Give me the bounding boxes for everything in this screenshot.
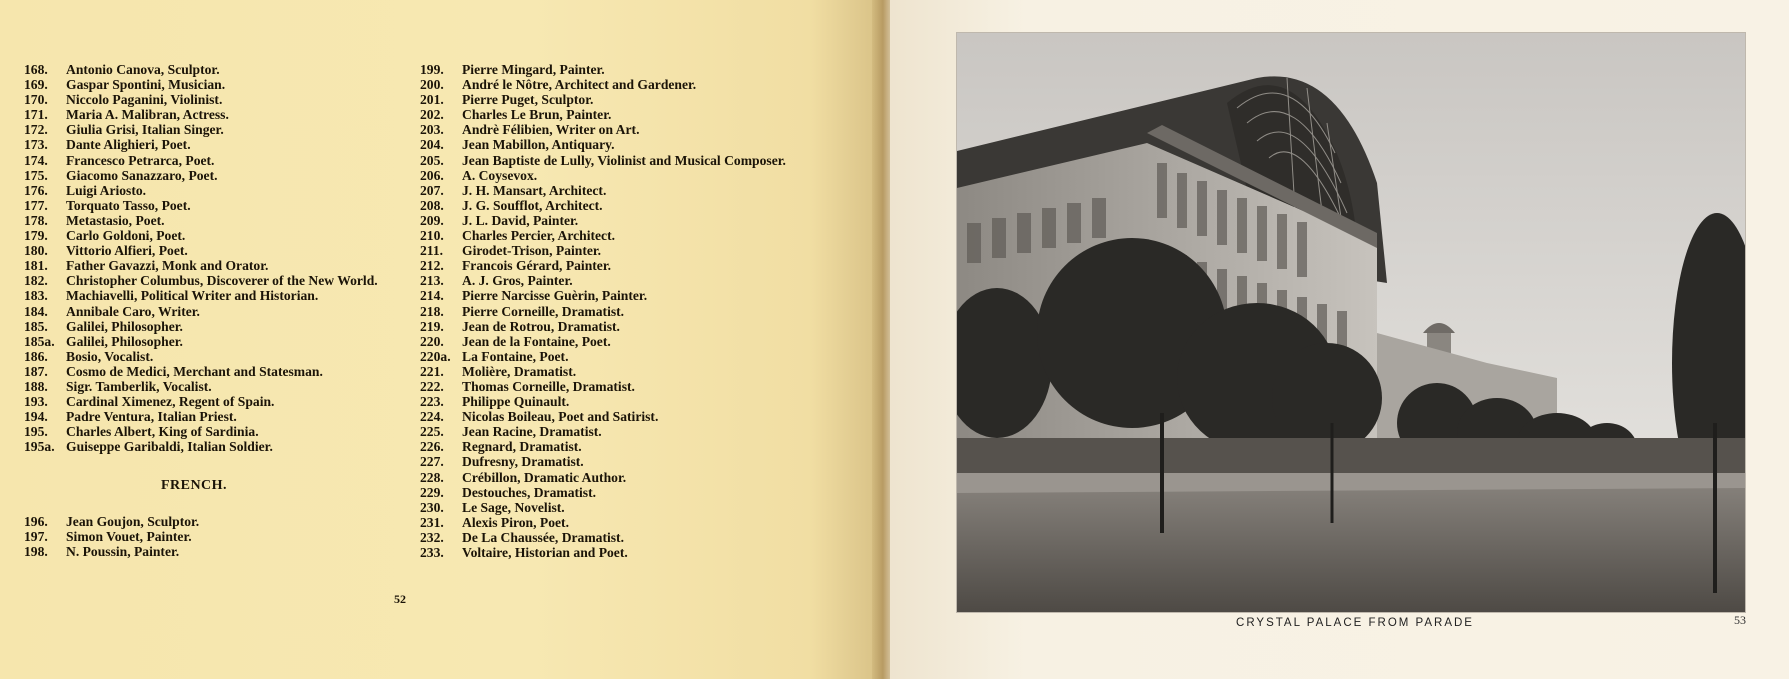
entry-number: 211. bbox=[420, 243, 444, 259]
entry-number: 194. bbox=[24, 409, 48, 425]
entry-text: Jean Racine, Dramatist. bbox=[462, 424, 602, 440]
list-item bbox=[420, 273, 820, 288]
list-item bbox=[24, 77, 394, 92]
entry-text: Luigi Ariosto. bbox=[66, 182, 147, 198]
entry-number: 205. bbox=[420, 152, 444, 168]
entry-number: 195a. bbox=[24, 439, 55, 455]
page-number-right: 53 bbox=[1734, 613, 1746, 627]
entry-number: 180. bbox=[24, 243, 48, 259]
list-item bbox=[24, 319, 394, 334]
entry-number: 174. bbox=[24, 152, 48, 168]
entry-text: Sigr. Tamberlik, Vocalist. bbox=[66, 378, 212, 394]
list-item bbox=[420, 439, 820, 454]
entry-text: Vittorio Alfieri, Poet. bbox=[66, 243, 188, 259]
list-item bbox=[420, 530, 820, 545]
section-heading-french: FRENCH. bbox=[160, 478, 228, 494]
entry-number: 200. bbox=[420, 77, 444, 93]
list-item bbox=[24, 153, 394, 168]
entry-number: 176. bbox=[24, 182, 48, 198]
list-item bbox=[24, 228, 394, 243]
french-entries bbox=[24, 514, 394, 559]
entry-text: Torquato Tasso, Poet. bbox=[66, 197, 191, 213]
entry-number: 175. bbox=[24, 167, 48, 183]
entry-number: 203. bbox=[420, 122, 444, 138]
photo-caption: CRYSTAL PALACE FROM PARADE bbox=[1236, 617, 1474, 629]
entry-number: 178. bbox=[24, 212, 48, 228]
entry-number: 185a. bbox=[24, 333, 55, 349]
list-item bbox=[420, 62, 820, 77]
list-item bbox=[420, 334, 820, 349]
entry-text: Niccolo Paganini, Violinist. bbox=[66, 92, 223, 108]
list-item bbox=[420, 92, 820, 107]
entry-number: 173. bbox=[24, 137, 48, 153]
entry-number: 204. bbox=[420, 137, 444, 153]
list-item bbox=[420, 545, 820, 560]
list-item bbox=[420, 168, 820, 183]
entry-number: 221. bbox=[420, 363, 444, 379]
list-item bbox=[24, 62, 394, 77]
entry-text: Christopher Columbus, Discoverer of the New World. bbox=[66, 273, 378, 289]
list-item bbox=[24, 198, 394, 213]
entry-text: Dante Alighieri, Poet. bbox=[66, 137, 191, 153]
list-item bbox=[420, 153, 820, 168]
list-item bbox=[420, 288, 820, 303]
entry-text: Jean Baptiste de Lully, Violinist and Musical Composer. bbox=[462, 152, 786, 168]
list-item bbox=[24, 439, 394, 454]
entry-text: Philippe Quinault. bbox=[462, 394, 570, 410]
entry-number: 170. bbox=[24, 92, 48, 108]
entry-text: Simon Vouet, Painter. bbox=[66, 528, 192, 544]
page-number-left: 52 bbox=[394, 592, 406, 606]
entry-text: Jean Goujon, Sculptor. bbox=[66, 513, 200, 529]
entry-number: 182. bbox=[24, 273, 48, 289]
list-item bbox=[24, 243, 394, 258]
french-entries-continued bbox=[420, 62, 820, 560]
entry-text: J. G. Soufflot, Architect. bbox=[462, 197, 603, 213]
entry-number: 169. bbox=[24, 77, 48, 93]
entry-number: 177. bbox=[24, 197, 48, 213]
entry-number: 231. bbox=[420, 514, 444, 530]
entry-text: J. H. Mansart, Architect. bbox=[462, 182, 607, 198]
list-item bbox=[420, 319, 820, 334]
list-item bbox=[420, 424, 820, 439]
entry-text: Jean de Rotrou, Dramatist. bbox=[462, 318, 620, 334]
entry-number: 220a. bbox=[420, 348, 451, 364]
entry-number: 183. bbox=[24, 288, 48, 304]
entry-number: 219. bbox=[420, 318, 444, 334]
entry-number: 187. bbox=[24, 363, 48, 379]
entry-number: 213. bbox=[420, 273, 444, 289]
list-item bbox=[420, 364, 820, 379]
entry-number: 207. bbox=[420, 182, 444, 198]
entry-number: 209. bbox=[420, 212, 444, 228]
entry-number: 193. bbox=[24, 394, 48, 410]
entry-text: Giulia Grisi, Italian Singer. bbox=[66, 122, 224, 138]
list-item bbox=[420, 122, 820, 137]
entry-text: André le Nôtre, Architect and Gardener. bbox=[462, 77, 697, 93]
entry-text: Galilei, Philosopher. bbox=[66, 333, 183, 349]
entry-number: 184. bbox=[24, 303, 48, 319]
list-item bbox=[420, 258, 820, 273]
entry-text: Maria A. Malibran, Actress. bbox=[66, 107, 229, 123]
entry-number: 201. bbox=[420, 92, 444, 108]
list-item bbox=[24, 107, 394, 122]
list-item bbox=[420, 228, 820, 243]
entry-number: 171. bbox=[24, 107, 48, 123]
list-item bbox=[24, 349, 394, 364]
entry-number: 196. bbox=[24, 513, 48, 529]
entry-text: Padre Ventura, Italian Priest. bbox=[66, 409, 237, 425]
list-item bbox=[420, 454, 820, 469]
list-item bbox=[24, 364, 394, 379]
list-item bbox=[420, 500, 820, 515]
entry-text: Metastasio, Poet. bbox=[66, 212, 165, 228]
list-item bbox=[420, 470, 820, 485]
entry-number: 206. bbox=[420, 167, 444, 183]
list-item bbox=[24, 273, 394, 288]
entry-text: Nicolas Boileau, Poet and Satirist. bbox=[462, 409, 659, 425]
entry-number: 220. bbox=[420, 333, 444, 349]
entry-text: Guiseppe Garibaldi, Italian Soldier. bbox=[66, 439, 273, 455]
list-item bbox=[420, 213, 820, 228]
list-item bbox=[24, 122, 394, 137]
list-column-1 bbox=[24, 62, 394, 559]
entry-text: Le Sage, Novelist. bbox=[462, 499, 565, 515]
entry-text: Cosmo de Medici, Merchant and Statesman. bbox=[66, 363, 323, 379]
list-item bbox=[420, 515, 820, 530]
entry-number: 228. bbox=[420, 469, 444, 485]
entry-text: J. L. David, Painter. bbox=[462, 212, 579, 228]
entry-number: 172. bbox=[24, 122, 48, 138]
entry-number: 202. bbox=[420, 107, 444, 123]
list-item bbox=[24, 137, 394, 152]
list-item bbox=[24, 544, 394, 559]
entry-text: Francois Gérard, Painter. bbox=[462, 258, 611, 274]
entry-text: Pierre Mingard, Painter. bbox=[462, 62, 605, 77]
photo-illustration bbox=[957, 33, 1745, 612]
list-item bbox=[24, 409, 394, 424]
list-item bbox=[24, 304, 394, 319]
entry-number: 227. bbox=[420, 454, 444, 470]
entry-text: Voltaire, Historian and Poet. bbox=[462, 545, 628, 560]
list-item bbox=[24, 394, 394, 409]
entry-number: 208. bbox=[420, 197, 444, 213]
entry-text: Dufresny, Dramatist. bbox=[462, 454, 584, 470]
list-item bbox=[420, 77, 820, 92]
entry-text: Girodet-Trison, Painter. bbox=[462, 243, 602, 259]
list-item bbox=[24, 334, 394, 349]
list-item bbox=[24, 168, 394, 183]
entry-text: Charles Percier, Architect. bbox=[462, 228, 616, 244]
entry-text: A. Coysevox. bbox=[462, 167, 538, 183]
list-item bbox=[24, 213, 394, 228]
entry-number: 212. bbox=[420, 258, 444, 274]
entry-text: Andrè Félibien, Writer on Art. bbox=[462, 122, 640, 138]
entry-text: Thomas Corneille, Dramatist. bbox=[462, 378, 635, 394]
entry-text: Pierre Puget, Sculptor. bbox=[462, 92, 594, 108]
entry-text: De La Chaussée, Dramatist. bbox=[462, 529, 624, 545]
entry-text: Pierre Narcisse Guèrin, Painter. bbox=[462, 288, 648, 304]
entry-number: 214. bbox=[420, 288, 444, 304]
entry-text: Antonio Canova, Sculptor. bbox=[66, 62, 220, 77]
entry-number: 186. bbox=[24, 348, 48, 364]
list-item bbox=[420, 304, 820, 319]
entry-text: Francesco Petrarca, Poet. bbox=[66, 152, 215, 168]
entry-text: Molière, Dramatist. bbox=[462, 363, 577, 379]
entry-number: 185. bbox=[24, 318, 48, 334]
list-item bbox=[24, 258, 394, 273]
entry-number: 218. bbox=[420, 303, 444, 319]
entry-text: N. Poussin, Painter. bbox=[66, 543, 180, 559]
entry-text: A. J. Gros, Painter. bbox=[462, 273, 573, 289]
entry-number: 222. bbox=[420, 378, 444, 394]
list-item bbox=[24, 424, 394, 439]
entry-text: Crébillon, Dramatic Author. bbox=[462, 469, 627, 485]
entry-number: 195. bbox=[24, 424, 48, 440]
left-page bbox=[0, 0, 880, 679]
entry-text: Pierre Corneille, Dramatist. bbox=[462, 303, 625, 319]
italian-entries bbox=[24, 62, 394, 454]
entry-text: Charles Albert, King of Sardinia. bbox=[66, 424, 259, 440]
list-item bbox=[24, 183, 394, 198]
list-item bbox=[420, 243, 820, 258]
entry-number: 225. bbox=[420, 424, 444, 440]
entry-text: Alexis Piron, Poet. bbox=[462, 514, 569, 530]
list-item bbox=[420, 379, 820, 394]
entry-number: 181. bbox=[24, 258, 48, 274]
list-item bbox=[420, 137, 820, 152]
entry-text: Cardinal Ximenez, Regent of Spain. bbox=[66, 394, 275, 410]
entry-text: Carlo Goldoni, Poet. bbox=[66, 228, 186, 244]
list-item bbox=[420, 394, 820, 409]
entry-text: Father Gavazzi, Monk and Orator. bbox=[66, 258, 269, 274]
entry-number: 233. bbox=[420, 545, 444, 560]
entry-number: 230. bbox=[420, 499, 444, 515]
entry-number: 168. bbox=[24, 62, 48, 77]
list-item bbox=[420, 409, 820, 424]
entry-number: 199. bbox=[420, 62, 444, 77]
entry-text: Charles Le Brun, Painter. bbox=[462, 107, 612, 123]
entry-text: Annibale Caro, Writer. bbox=[66, 303, 200, 319]
entry-text: Bosio, Vocalist. bbox=[66, 348, 154, 364]
list-item bbox=[24, 379, 394, 394]
entry-text: Regnard, Dramatist. bbox=[462, 439, 582, 455]
list-item bbox=[24, 288, 394, 303]
photograph-crystal-palace bbox=[957, 33, 1745, 612]
entry-text: Machiavelli, Political Writer and Historian. bbox=[66, 288, 319, 304]
entry-number: 223. bbox=[420, 394, 444, 410]
entry-number: 229. bbox=[420, 484, 444, 500]
list-item bbox=[420, 107, 820, 122]
list-item bbox=[420, 183, 820, 198]
entry-text: Jean Mabillon, Antiquary. bbox=[462, 137, 615, 153]
entry-number: 224. bbox=[420, 409, 444, 425]
list-column-2 bbox=[420, 62, 820, 560]
entry-text: Jean de la Fontaine, Poet. bbox=[462, 333, 611, 349]
entry-text: Gaspar Spontini, Musician. bbox=[66, 77, 226, 93]
entry-number: 210. bbox=[420, 228, 444, 244]
entry-text: Giacomo Sanazzaro, Poet. bbox=[66, 167, 218, 183]
list-item bbox=[420, 485, 820, 500]
entry-number: 197. bbox=[24, 528, 48, 544]
entry-text: La Fontaine, Poet. bbox=[462, 348, 569, 364]
entry-number: 232. bbox=[420, 529, 444, 545]
list-item bbox=[24, 92, 394, 107]
entry-text: Destouches, Dramatist. bbox=[462, 484, 597, 500]
entry-number: 226. bbox=[420, 439, 444, 455]
list-item bbox=[24, 529, 394, 544]
entry-number: 198. bbox=[24, 543, 48, 559]
list-item bbox=[24, 514, 394, 529]
entry-number: 179. bbox=[24, 228, 48, 244]
entry-number: 188. bbox=[24, 378, 48, 394]
list-item bbox=[420, 349, 820, 364]
list-item bbox=[420, 198, 820, 213]
entry-text: Galilei, Philosopher. bbox=[66, 318, 183, 334]
